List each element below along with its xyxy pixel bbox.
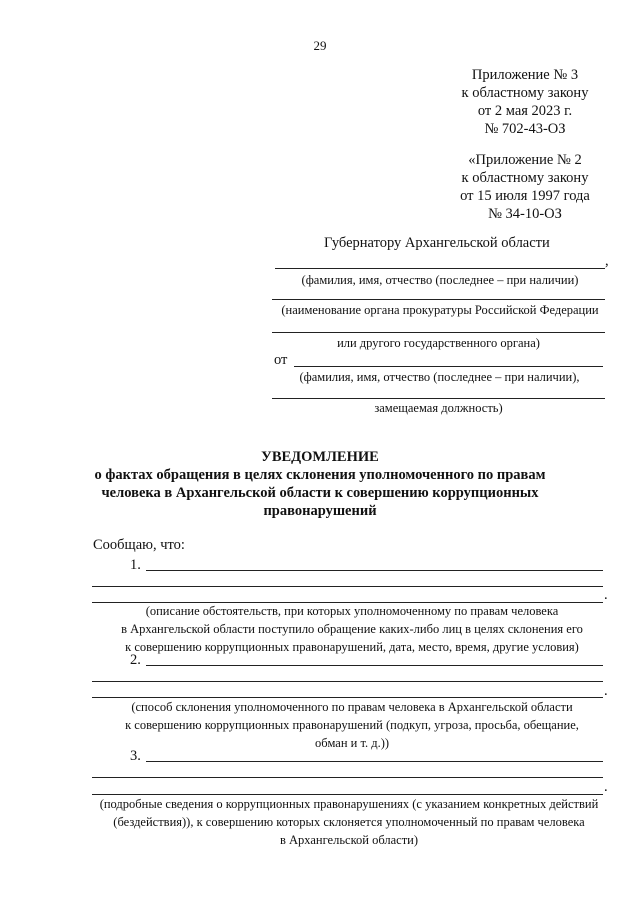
appendix-previous: [420, 151, 630, 223]
item-2-line-1: [146, 665, 603, 666]
item-1-desc-line1: (описание обстоятельств, при которых уполномоченному по правам человека: [145, 604, 559, 618]
recipient-to: Губернатору Архангельской области: [324, 235, 550, 251]
position-line: [272, 398, 605, 399]
item-2-line-2: [92, 681, 603, 682]
item-2-number: 2.: [130, 652, 141, 668]
item-3-line-1: [146, 761, 603, 762]
item-2-desc-line2: к совершению коррупционных правонарушений (подкуп, угроза, просьба, обещание,: [125, 718, 579, 732]
caption-org-line1: (наименование органа прокуратуры Российской Федерации: [281, 303, 599, 317]
appendix-previous-line2: к областному закону: [461, 170, 589, 186]
recipient-org-line: [272, 299, 605, 300]
item-3-line-2: [92, 777, 603, 778]
caption-from-fio: (фамилия, имя, отчество (последнее – при наличии),: [299, 370, 580, 384]
item-1-description: [92, 602, 612, 656]
caption-position: замещаемая должность): [374, 401, 503, 415]
recipient-comma: ,: [605, 253, 609, 269]
appendix-current: [420, 66, 630, 138]
from-label: от: [274, 352, 288, 368]
item-2-desc-line3: обман и т. д.)): [314, 736, 390, 750]
appendix-current-line2: к областному закону: [461, 85, 589, 101]
item-2-end: .: [604, 683, 608, 699]
appendix-current-line1: Приложение № 3: [471, 67, 579, 83]
item-3-desc-line3: в Архангельской области): [279, 833, 419, 847]
item-2-description: [92, 698, 612, 752]
page-number: 29: [313, 38, 327, 53]
title-line1: о фактах обращения в целях склонения уполномоченного по правам: [94, 467, 546, 483]
document-title: [60, 448, 580, 520]
item-1-desc-line3: к совершению коррупционных правонарушений, дата, место, время, другие условия): [125, 640, 579, 654]
item-1-number: 1.: [130, 557, 141, 573]
recipient-org-line2: [272, 332, 605, 333]
appendix-current-line3: от 2 мая 2023 г.: [477, 103, 573, 119]
appendix-previous-line4: № 34-10-ОЗ: [488, 206, 562, 222]
title-heading: УВЕДОМЛЕНИЕ: [261, 449, 379, 465]
item-2-desc-line1: (способ склонения уполномоченного по правам человека в Архангельской области: [131, 700, 573, 714]
item-1-end: .: [604, 587, 608, 603]
from-fio-line: [294, 366, 603, 367]
item-1-desc-line2: в Архангельской области поступило обращение каких-либо лиц в целях склонения его: [121, 622, 583, 636]
caption-recipient-fio: (фамилия, имя, отчество (последнее – при наличии): [301, 273, 579, 287]
item-3-desc-line2: (бездействия)), к совершению которых склоняется уполномоченный по правам человека: [113, 815, 585, 829]
recipient-fio-line: [275, 268, 605, 269]
title-line2: человека в Архангельской области к совершению коррупционных: [101, 485, 539, 501]
item-3-number: 3.: [130, 748, 141, 764]
appendix-previous-line1: «Приложение № 2: [468, 152, 582, 168]
item-3-end: .: [604, 779, 608, 795]
appendix-current-line4: № 702-43-ОЗ: [484, 121, 566, 137]
item-3-desc-line1: (подробные сведения о коррупционных правонарушениях (с указанием конкретных действий: [99, 797, 599, 811]
item-1-line-2: [92, 586, 603, 587]
intro-text: Сообщаю, что:: [93, 537, 185, 553]
appendix-previous-line3: от 15 июля 1997 года: [460, 188, 590, 204]
item-3-description: [84, 795, 614, 849]
title-line3: правонарушений: [263, 503, 377, 519]
caption-org-line2: или другого государственного органа): [337, 336, 540, 350]
item-1-line-1: [146, 570, 603, 571]
